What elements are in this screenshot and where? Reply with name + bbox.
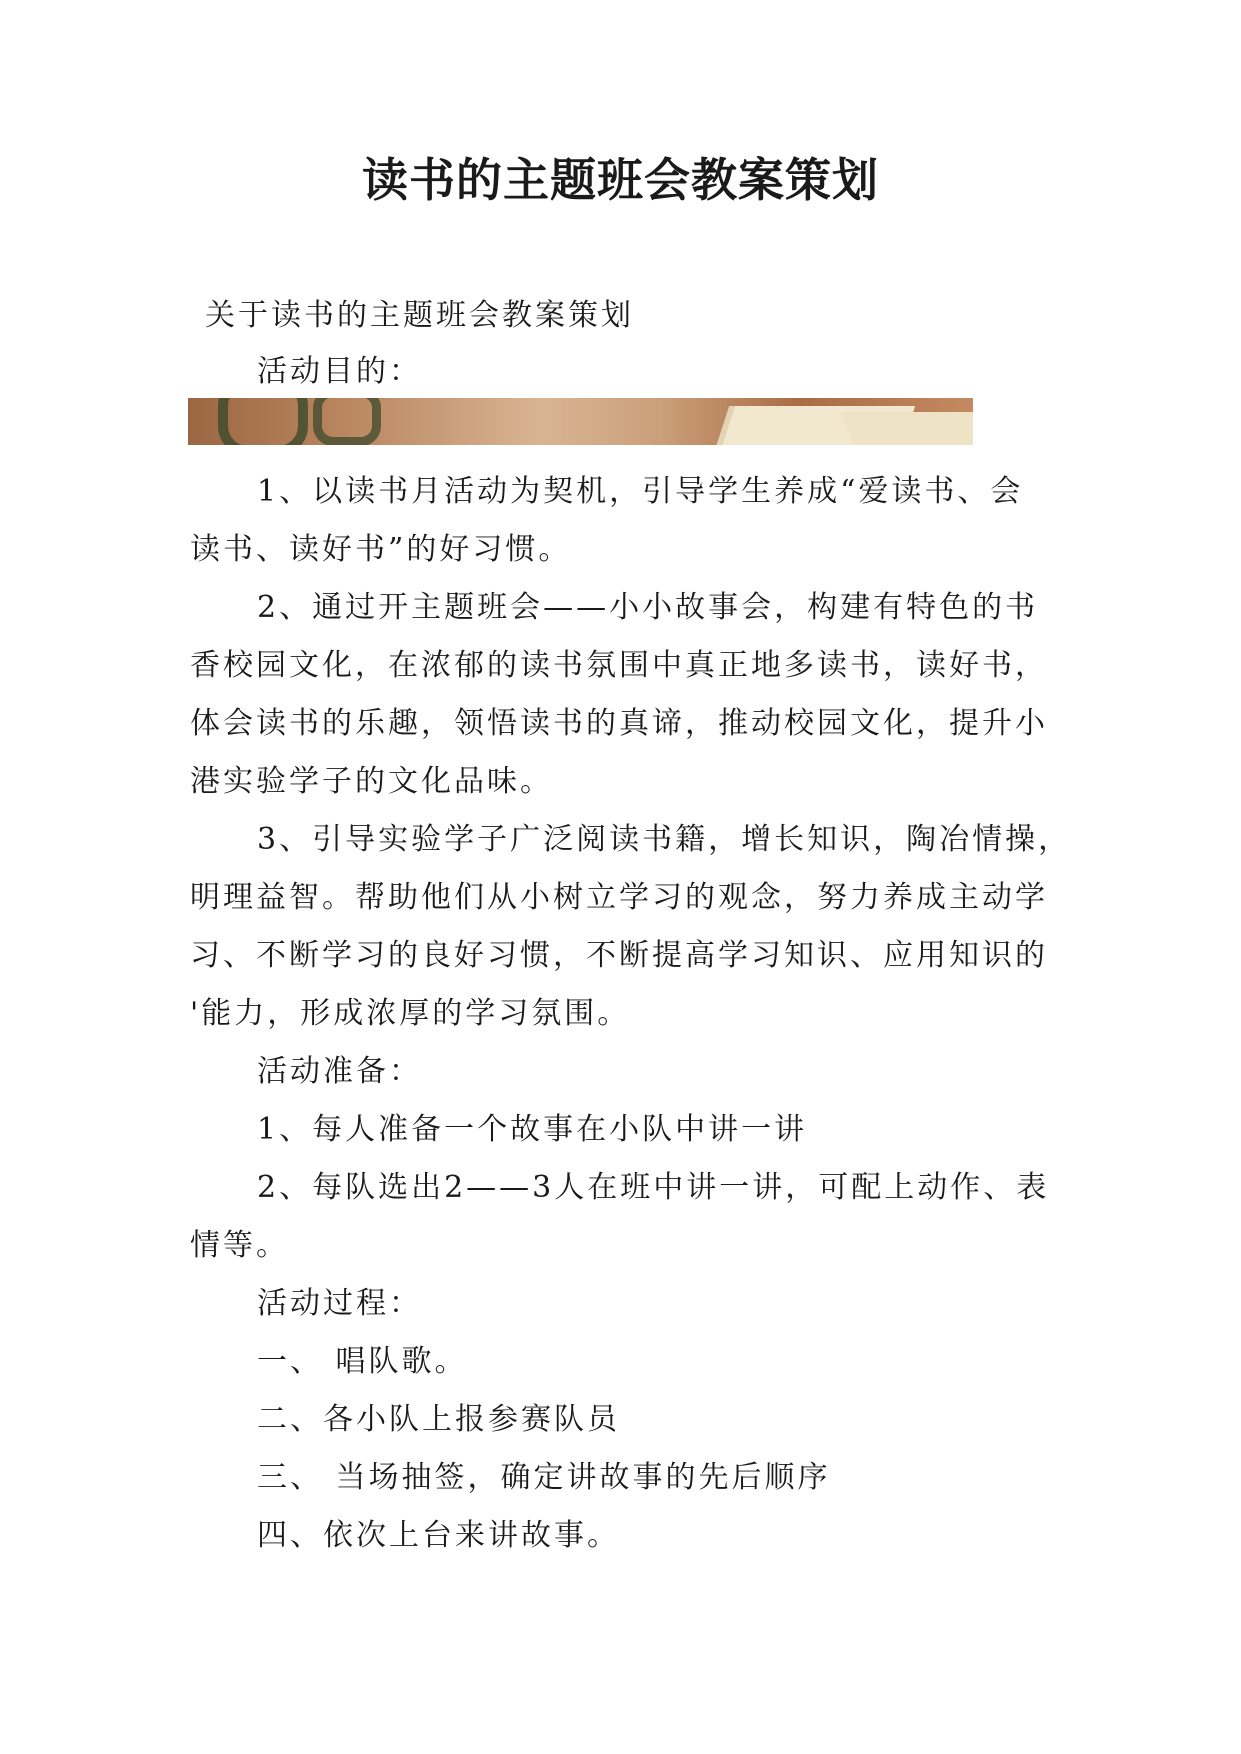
paragraph-line: 明理益智。帮助他们从小树立学习的观念，努力养成主动学 xyxy=(190,880,1048,915)
paragraph-line: 2、通过开主题班会——小小故事会，构建有特色的书 xyxy=(257,590,1039,625)
paragraph-line: 习、不断学习的良好习惯，不断提高学习知识、应用知识的 xyxy=(190,938,1048,973)
paragraph-line: 体会读书的乐趣，领悟读书的真谛，推动校园文化，提升小 xyxy=(190,706,1048,741)
paragraph-line: 1、以读书月活动为契机，引导学生养成“爱读书、会 xyxy=(257,474,1024,509)
list-item: 一、 唱队歌。 xyxy=(257,1344,468,1379)
page-title: 读书的主题班会教案策划 xyxy=(362,153,879,207)
list-item: 1、每人准备一个故事在小队中讲一讲 xyxy=(257,1112,808,1147)
list-item: 三、 当场抽签，确定讲故事的先后顺序 xyxy=(257,1460,831,1495)
paragraph-line: '能力，形成浓厚的学习氛围。 xyxy=(190,996,631,1031)
reading-banner-image xyxy=(188,398,973,445)
list-item: 二、各小队上报参赛队员 xyxy=(257,1402,620,1437)
list-item: 四、依次上台来讲故事。 xyxy=(257,1518,620,1553)
paragraph-line: 读书、读好书”的好习惯。 xyxy=(190,532,572,567)
heading-activity-process: 活动过程： xyxy=(257,1286,422,1321)
doc-subtitle: 关于读书的主题班会教案策划 xyxy=(205,298,634,333)
paragraph-line: 3、引导实验学子广泛阅读书籍，增长知识，陶冶情操， xyxy=(257,822,1072,857)
list-item-continuation: 情等。 xyxy=(190,1228,289,1263)
heading-activity-purpose: 活动目的： xyxy=(257,354,422,389)
paragraph-line: 港实验学子的文化品味。 xyxy=(190,764,553,799)
paragraph-line: 香校园文化，在浓郁的读书氛围中真正地多读书，读好书， xyxy=(190,648,1048,683)
list-item: 2、每队选出2——3人在班中讲一讲，可配上动作、表 xyxy=(257,1170,1050,1205)
heading-activity-preparation: 活动准备： xyxy=(257,1054,422,1089)
